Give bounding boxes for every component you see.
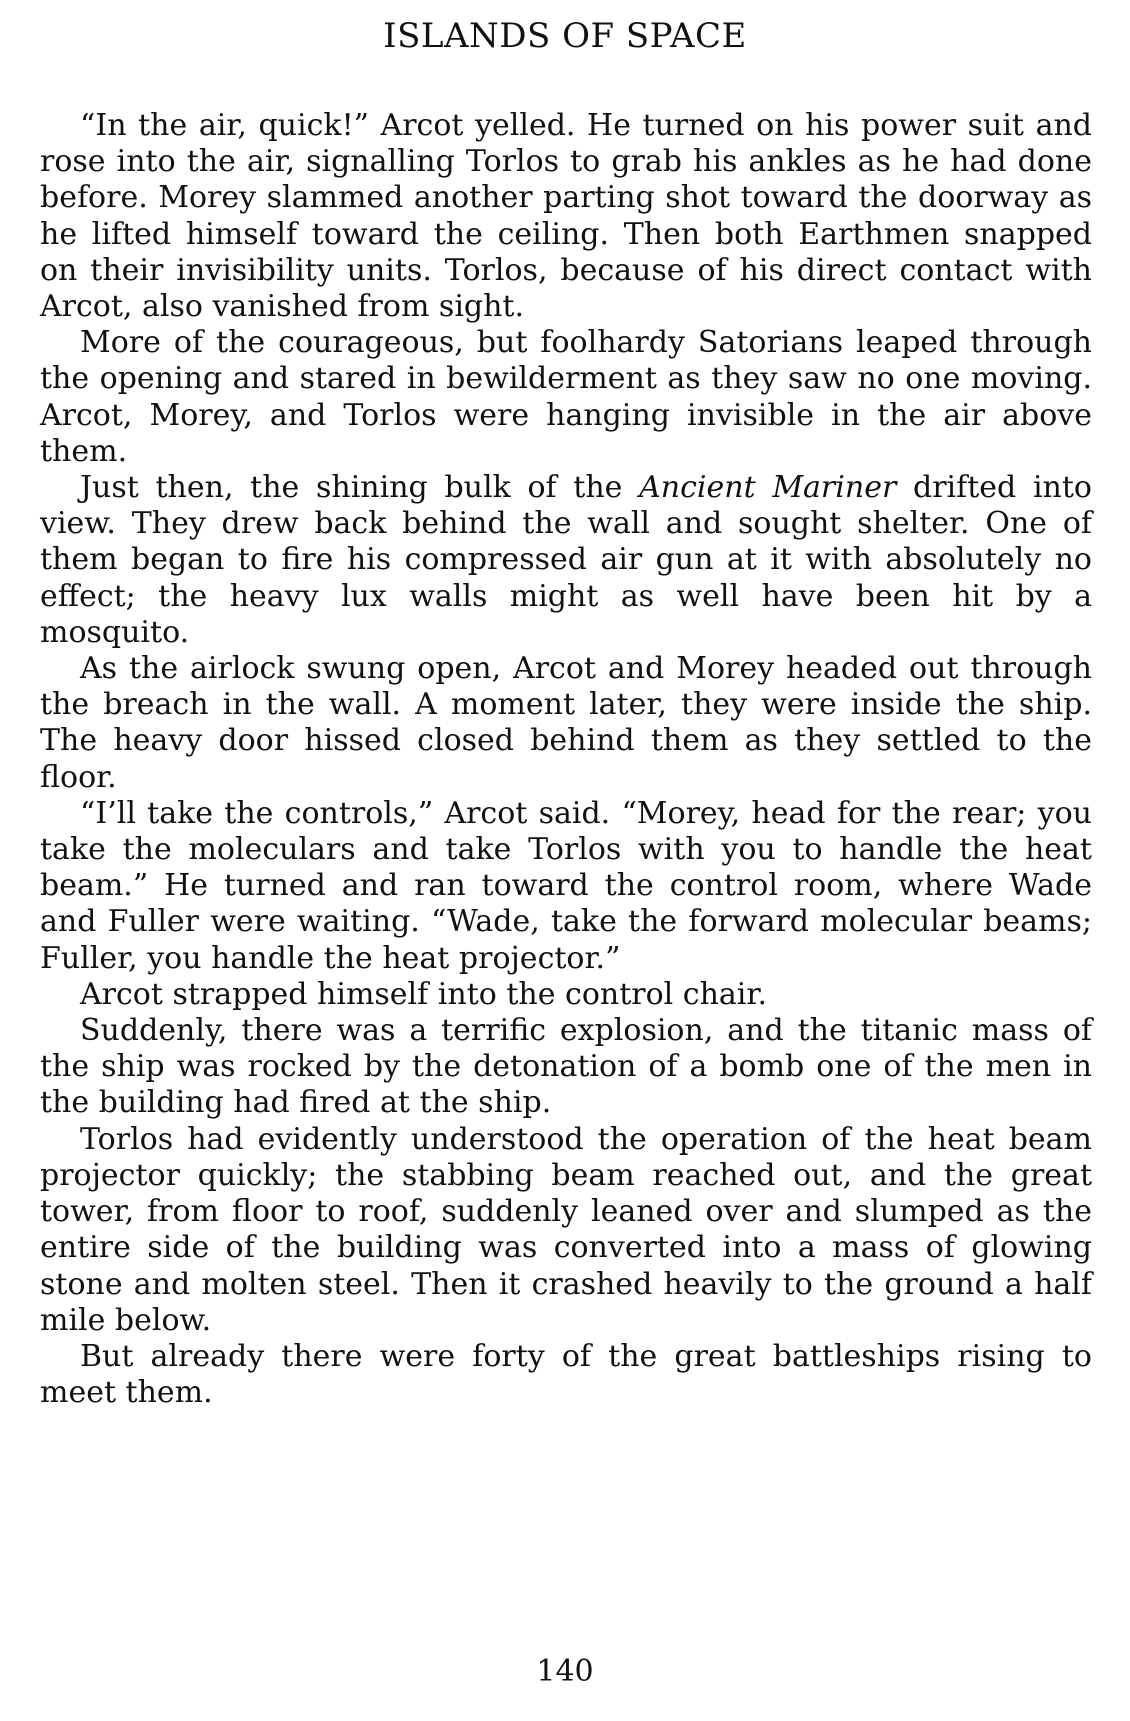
- body-text: [40, 108, 1092, 1411]
- paragraph: [40, 470, 1092, 651]
- paragraph: As the airlock swung open, Arcot and Morey headed out through the breach in the wall. A moment later, they were inside the ship. The heavy door hissed closed behind them as they settled to the floor.: [40, 651, 1092, 795]
- ship-name: Ancient Mariner: [639, 470, 897, 506]
- paragraph: Torlos had evidently understood the operation of the heat beam projector quickly; the stabbing beam reached out, and the great tower, from floor to roof, suddenly leaned over and slumped as the entire side of the building was converted into a mass of glowing stone and molten steel. Then it crashed heavily to the ground a half mile below.: [40, 1121, 1092, 1338]
- paragraph: Arcot strapped himself into the control chair.: [80, 976, 767, 1012]
- paragraph: More of the courageous, but foolhardy Satorians leaped through the opening and stared in bewilderment as they saw no one moving. Arcot, Morey, and Torlos were hanging invisible in the air above them.: [40, 325, 1092, 469]
- page-number: 140: [536, 1654, 594, 1689]
- paragraph: “I’ll take the controls,” Arcot said. “Morey, head for the rear; you take the moleculars and take Torlos with you to handle the heat beam.” He turned and ran toward the control room, where Wade and Fuller were waiting. “Wade, take the forward molecular beams; Fuller, you handle the heat projector.”: [40, 795, 1092, 976]
- running-title: ISLANDS OF SPACE: [383, 16, 747, 56]
- paragraph-text: drifted into view. They drew back behind the wall and sought shelter. One of them began to fire his compressed air gun at it with absolutely no effect; the heavy lux walls might as well have been hit by a mosquito.: [40, 470, 1092, 650]
- paragraph: But already there were forty of the great battleships rising to meet them.: [40, 1338, 1092, 1411]
- paragraph-text: Just then, the shining bulk of the: [80, 470, 640, 506]
- paragraph: “In the air, quick!” Arcot yelled. He turned on his power suit and rose into the air, signalling Torlos to grab his ankles as he had done before. Morey slammed another parting shot toward the doorway as he lifted himself toward the ceiling. Then both Earthmen snapped on their invisibility units. Torlos, because of his direct contact with Arcot, also vanished from sight.: [40, 108, 1092, 325]
- paragraph: Suddenly, there was a terrific explosion, and the titanic mass of the ship was rocked by the detonation of a bomb one of the men in the building had fired at the ship.: [40, 1013, 1092, 1121]
